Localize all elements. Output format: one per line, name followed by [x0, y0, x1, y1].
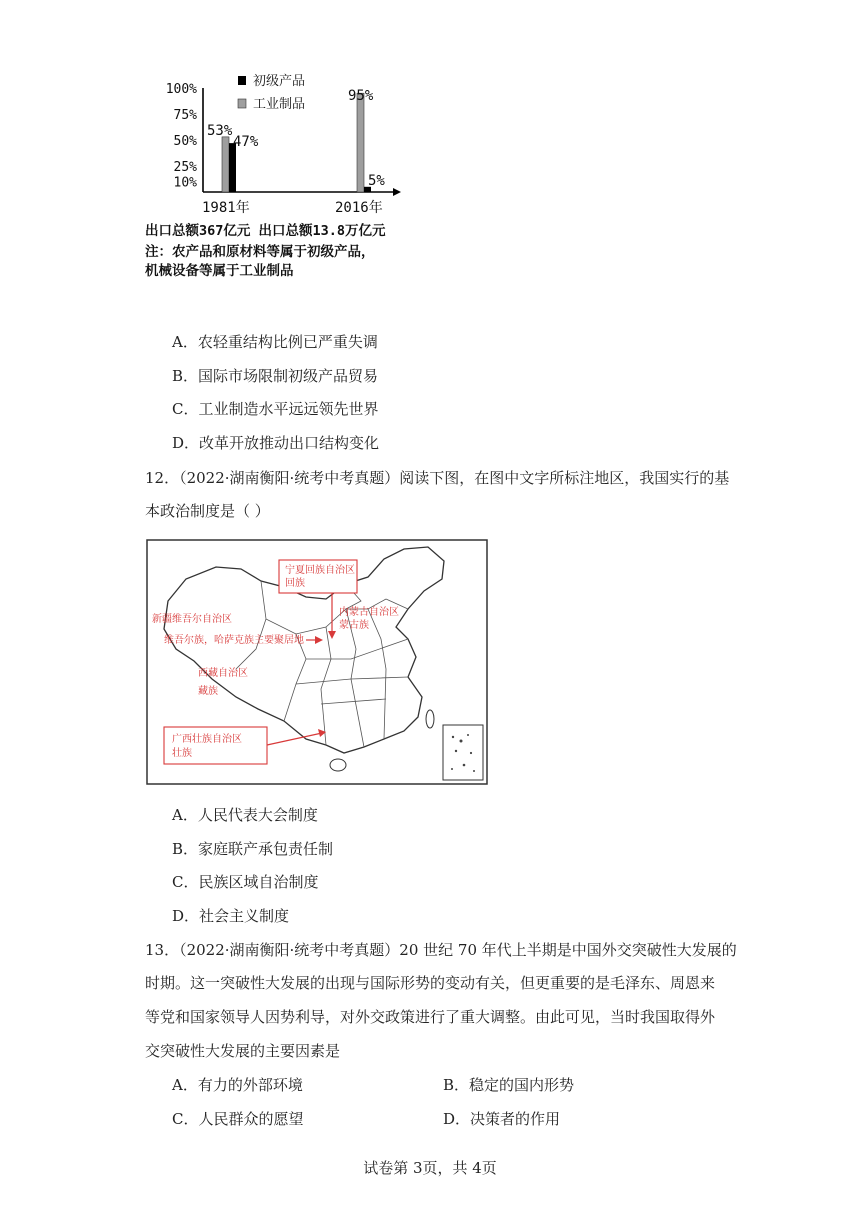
q13-option-a[interactable]: A．有力的外部环境	[172, 1076, 303, 1094]
q12-stem-line1: 12．（2022·湖南衡阳·统考中考真题）阅读下图，在图中文字所标注地区，我国实行的基	[145, 469, 730, 487]
xinjiang-label: 新疆维吾尔自治区	[152, 614, 232, 625]
china-autonomous-regions-map	[146, 539, 488, 785]
bar-industrial	[357, 93, 364, 192]
y-tick-label: 25%	[173, 160, 197, 175]
xinjiang-people: 维吾尔族，哈萨克族主要聚居地	[164, 635, 304, 646]
data-label-1981-industrial: 53%	[207, 123, 233, 139]
q12-option-c[interactable]: C．民族区域自治制度	[172, 873, 319, 891]
q13-option-d[interactable]: D．决策者的作用	[443, 1110, 561, 1128]
ningxia-label: 宁夏回族自治区	[285, 565, 355, 576]
guangxi-label: 广西壮族自治区	[172, 734, 242, 745]
q12-option-d[interactable]: D．社会主义制度	[172, 907, 290, 925]
data-label-2016-industrial: 95%	[348, 88, 374, 104]
category-label-1981: 1981年	[202, 200, 250, 216]
xizang-people: 藏族	[198, 686, 218, 697]
y-tick-label: 10%	[173, 175, 197, 191]
chart-caption-totals: 出口总额367亿元 出口总额13.8万亿元	[145, 223, 386, 239]
chart-note-line2: 机械设备等属于工业制品	[145, 263, 294, 279]
bar-industrial	[222, 137, 229, 192]
neimenggu-label: 内蒙古自治区	[339, 607, 399, 618]
legend-label-industrial: 工业制品	[253, 97, 306, 112]
x-axis-arrow	[393, 188, 401, 196]
q11-option-d[interactable]: D．改革开放推动出口结构变化	[172, 434, 380, 452]
data-label-1981-primary: 47%	[233, 134, 259, 150]
q11-option-a[interactable]: A．农轻重结构比例已严重失调	[172, 333, 378, 351]
q13-option-c[interactable]: C．人民群众的愿望	[172, 1110, 304, 1128]
y-tick-label: 75%	[173, 108, 197, 123]
guangxi-people: 壮族	[172, 748, 192, 759]
y-tick-label: 50%	[173, 134, 197, 149]
hainan-island	[330, 759, 346, 771]
export-structure-chart	[145, 68, 445, 283]
legend-swatch-industrial	[238, 99, 246, 108]
q13-stem-line2: 时期。这一突破性大发展的出现与国际形势的变动有关，但更重要的是毛泽东、周恩来	[145, 974, 716, 992]
legend-label-primary: 初级产品	[253, 74, 306, 89]
q11-option-b[interactable]: B．国际市场限制初级产品贸易	[172, 367, 379, 385]
q11-option-c[interactable]: C．工业制造水平远远领先世界	[172, 400, 379, 418]
neimenggu-people: 蒙古族	[339, 620, 369, 631]
data-label-2016-primary: 5%	[368, 173, 385, 189]
ningxia-people: 回族	[285, 578, 305, 589]
xizang-label: 西藏自治区	[198, 668, 248, 679]
south-sea-inset	[443, 725, 483, 780]
taiwan-island	[426, 710, 434, 728]
page-footer: 试卷第 3页，共 4页	[363, 1159, 497, 1177]
y-tick-label: 100%	[165, 82, 197, 97]
bar-primary	[229, 143, 236, 192]
q12-option-b[interactable]: B．家庭联产承包责任制	[172, 840, 334, 858]
q13-stem-line4: 交突破性大发展的主要因素是	[145, 1042, 341, 1060]
q12-option-a[interactable]: A．人民代表大会制度	[172, 806, 318, 824]
q13-stem-line1: 13．（2022·湖南衡阳·统考中考真题）20 世纪 70 年代上半期是中国外交突破性大发展的	[145, 941, 737, 959]
legend-swatch-primary	[238, 76, 246, 85]
category-label-2016: 2016年	[335, 200, 383, 216]
q13-stem-line3: 等党和国家领导人因势利导，对外交政策进行了重大调整。由此可见，当时我国取得外	[145, 1008, 716, 1026]
q12-stem-line2: 本政治制度是（ ）	[145, 502, 270, 520]
q13-option-b[interactable]: B．稳定的国内形势	[443, 1076, 575, 1094]
chart-note-line1: 注：农产品和原材料等属于初级产品，	[145, 244, 375, 260]
